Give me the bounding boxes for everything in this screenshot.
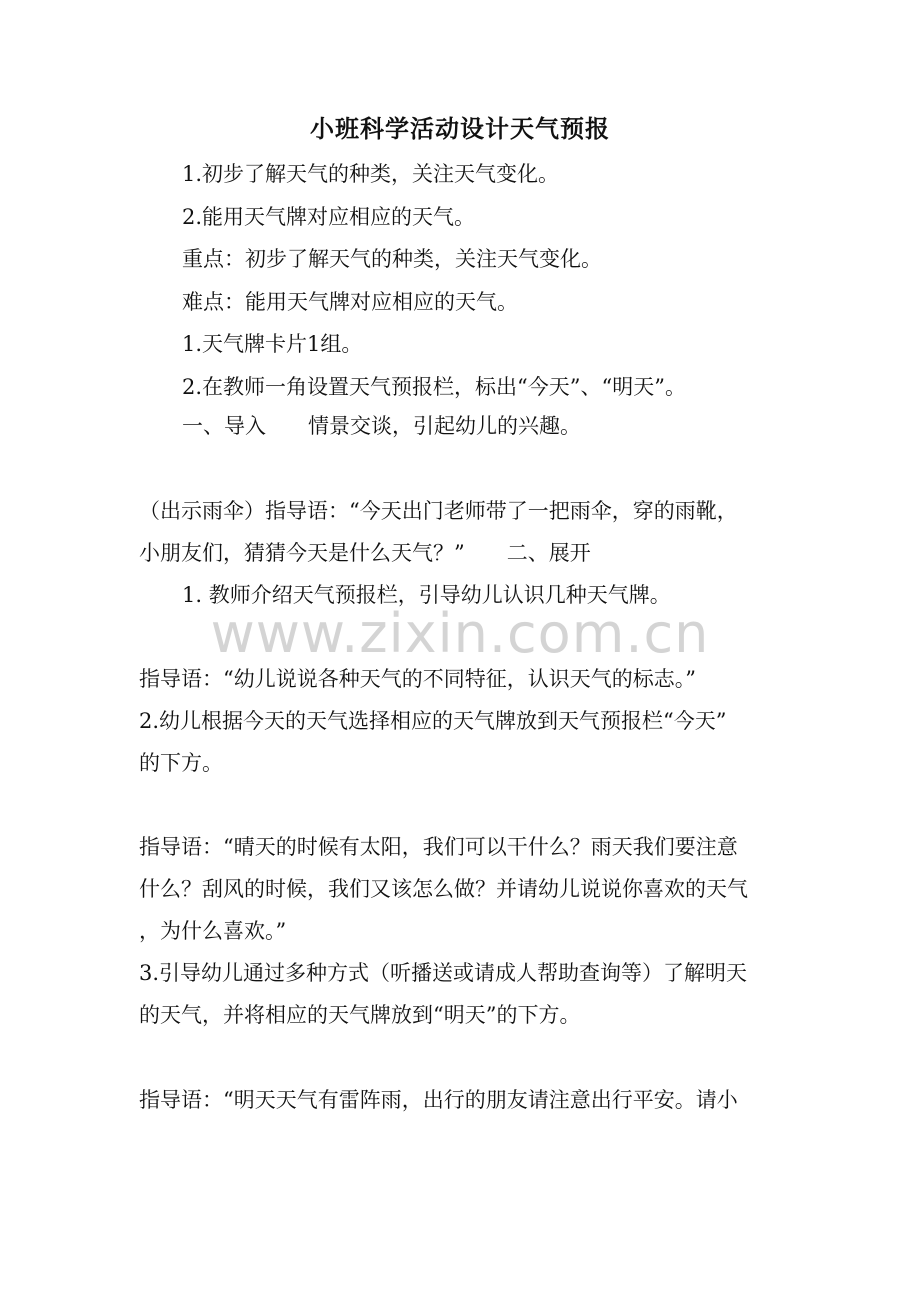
paragraph-line: 的下方。 [139, 751, 223, 775]
paragraph-line: ，为什么喜欢。” [139, 919, 287, 943]
paragraph-line: 指导语：“明天天气有雷阵雨，出行的朋友请注意出行平安。请小 [139, 1088, 738, 1112]
paragraph-line: 的天气，并将相应的天气牌放到“明天”的下方。 [139, 1003, 581, 1027]
objective-line-1: 1.初步了解天气的种类，关注天气变化。 [182, 162, 560, 186]
preparation-line-2: 2.在教师一角设置天气预报栏，标出“今天”、“明天”。 [182, 375, 686, 399]
paragraph-line: 什么？刮风的时候，我们又该怎么做？并请幼儿说说你喜欢的天气 [139, 877, 748, 901]
paragraph-line: 指导语：“幼儿说说各种天气的不同特征，认识天气的标志。” [139, 667, 696, 691]
difficulty-line: 难点：能用天气牌对应相应的天气。 [182, 290, 518, 314]
key-point-line: 重点：初步了解天气的种类，关注天气变化。 [182, 247, 602, 271]
intro-line: 一、导入 情景交谈，引起幼儿的兴趣。 [182, 414, 581, 438]
document-title: 小班科学活动设计天气预报 [310, 114, 610, 143]
preparation-line-1: 1.天气牌卡片1组。 [182, 332, 363, 356]
paragraph-line: （出示雨伞）指导语：“今天出门老师带了一把雨伞，穿的雨靴， [139, 499, 738, 523]
step-line: 1. 教师介绍天气预报栏，引导幼儿认识几种天气牌。 [182, 583, 671, 607]
paragraph-line: 小朋友们，猜猜今天是什么天气？” 二、展开 [139, 541, 591, 565]
objective-line-2: 2.能用天气牌对应相应的天气。 [182, 205, 476, 229]
paragraph-line: 3.引导幼儿通过多种方式（听播送或请成人帮助查询等）了解明天 [139, 961, 748, 985]
paragraph-line: 2.幼儿根据今天的天气选择相应的天气牌放到天气预报栏“今天” [139, 709, 727, 733]
watermark: www.zixin.com.cn [210, 602, 710, 665]
paragraph-line: 指导语：“晴天的时候有太阳，我们可以干什么？雨天我们要注意 [139, 835, 738, 859]
